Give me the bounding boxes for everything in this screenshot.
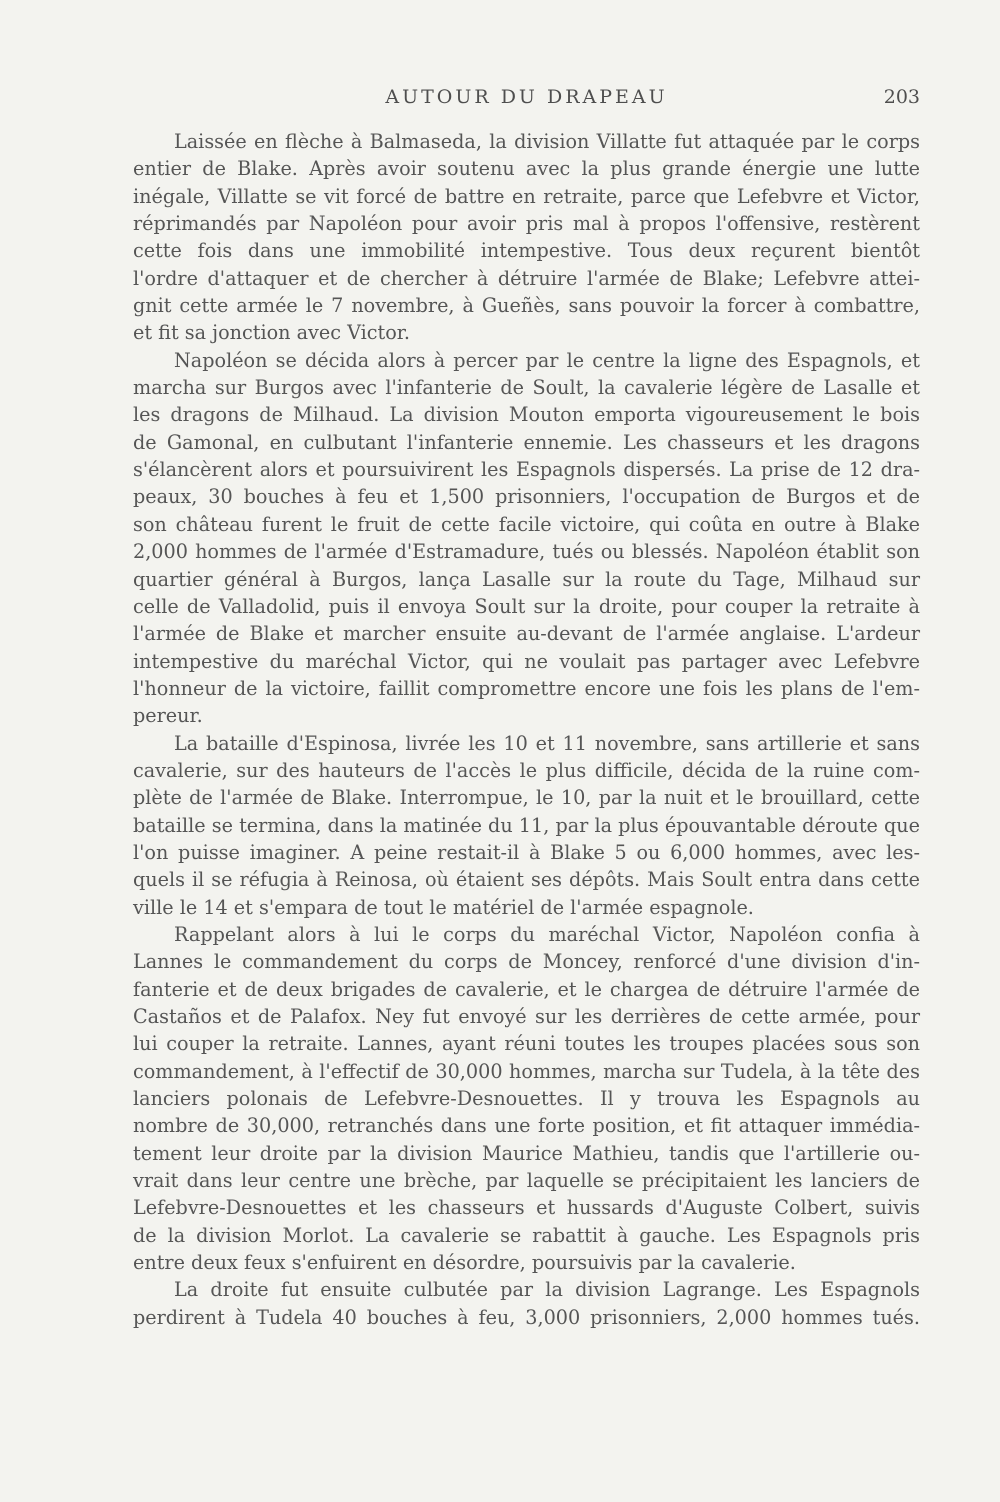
text-line: lui couper la retraite. Lannes, ayant réuni toutes les troupes placées sous son — [133, 1032, 920, 1056]
text-line: les dragons de Milhaud. La division Mouton emporta vigoureusement le bois — [133, 403, 920, 427]
text-line: l'honneur de la victoire, faillit compromettre encore une fois les plans de l'em- — [133, 676, 920, 700]
text-line: Lefebvre-Desnouettes et les chasseurs et hussards d'Auguste Colbert, suivis — [133, 1196, 920, 1220]
text-line: l'armée de Blake et marcher ensuite au-devant de l'armée anglaise. L'ardeur — [133, 622, 920, 646]
running-head — [133, 86, 920, 114]
text-line: pereur. — [133, 704, 203, 728]
text-line: peaux, 30 bouches à feu et 1,500 prisonniers, l'occupation de Burgos et de — [133, 485, 920, 509]
text-line: ville le 14 et s'empara de tout le matériel de l'armée espagnole. — [133, 895, 754, 919]
text-line: commandement, à l'effectif de 30,000 hommes, marcha sur Tudela, à la tête des — [133, 1059, 920, 1083]
body-text — [133, 128, 920, 1331]
text-line: Laissée en flèche à Balmaseda, la division Villatte fut attaquée par le corps — [174, 130, 920, 153]
text-line: lanciers polonais de Lefebvre-Desnouettes. Il y trouva les Espagnols au — [133, 1087, 920, 1111]
text-line: et fit sa jonction avec Victor. — [133, 321, 410, 345]
text-line: l'on puisse imaginer. A peine restait-il à Blake 5 ou 6,000 hommes, avec les- — [133, 840, 920, 864]
text-line: son château furent le fruit de cette facile victoire, qui coûta en outre à Blake — [133, 512, 920, 536]
paragraph-3 — [133, 730, 920, 921]
text-line: entre deux feux s'enfuirent en désordre, poursuivis par la cavalerie. — [133, 1251, 796, 1275]
text-line: plète de l'armée de Blake. Interrompue, le 10, par la nuit et le brouillard, cette — [133, 786, 920, 810]
text-line: s'élancèrent alors et poursuivirent les Espagnols dispersés. La prise de 12 dra- — [133, 458, 920, 482]
text-line: Castaños et de Palafox. Ney fut envoyé sur les derrières de cette armée, pour — [133, 1005, 920, 1028]
text-line: nombre de 30,000, retranchés dans une forte position, et fit attaquer immédia- — [133, 1114, 920, 1138]
text-line: de Gamonal, en culbutant l'infanterie ennemie. Les chasseurs et les dragons — [133, 430, 920, 454]
text-line: quartier général à Burgos, lança Lasalle sur la route du Tage, Milhaud sur — [133, 567, 920, 591]
text-line: Napoléon se décida alors à percer par le centre la ligne des Espagnols, et — [174, 348, 920, 372]
text-line: bataille se termina, dans la matinée du 11, par la plus épouvantable déroute que — [133, 813, 920, 837]
text-line: quels il se réfugia à Reinosa, où étaient ses dépôts. Mais Soult entra dans cette — [133, 868, 920, 892]
text-line: gnit cette armée le 7 novembre, à Gueñès, sans pouvoir la forcer à combattre, — [133, 294, 920, 318]
paragraph-5 — [133, 1276, 920, 1331]
text-line: celle de Valladolid, puis il envoya Soult sur la droite, pour couper la retraite à — [133, 594, 920, 618]
text-line: fanterie et de deux brigades de cavalerie, et le chargea de détruire l'armée de — [133, 977, 920, 1001]
text-line: La droite fut ensuite culbutée par la division Lagrange. Les Espagnols — [174, 1278, 920, 1302]
text-line: perdirent à Tudela 40 bouches à feu, 3,000 prisonniers, 2,000 hommes tués. — [133, 1305, 920, 1329]
running-title: AUTOUR DU DRAPEAU — [385, 86, 668, 108]
page-number: 203 — [883, 86, 920, 108]
text-line: vrait dans leur centre une brèche, par laquelle se précipitaient les lanciers de — [133, 1169, 920, 1193]
text-line: inégale, Villatte se vit forcé de battre en retraite, parce que Lefebvre et Victor, — [133, 184, 920, 208]
text-line: intempestive du maréchal Victor, qui ne voulait pas partager avec Lefebvre — [133, 649, 920, 673]
text-line: réprimandés par Napoléon pour avoir pris mal à propos l'offensive, restèrent — [133, 212, 920, 236]
text-line: de la division Morlot. La cavalerie se rabattit à gauche. Les Espagnols pris — [133, 1223, 920, 1247]
text-line: Lannes le commandement du corps de Moncey, renforcé d'une division d'in- — [133, 950, 920, 974]
text-line: cette fois dans une immobilité intempestive. Tous deux reçurent bientôt — [133, 239, 920, 263]
text-line: La bataille d'Espinosa, livrée les 10 et 11 novembre, sans artillerie et sans — [174, 731, 920, 755]
text-line: cavalerie, sur des hauteurs de l'accès le plus difficile, décida de la ruine com- — [133, 758, 920, 782]
text-line: marcha sur Burgos avec l'infanterie de Soult, la cavalerie légère de Lasalle et — [133, 376, 920, 400]
paragraph-2 — [133, 347, 920, 730]
text-line: Rappelant alors à lui le corps du maréchal Victor, Napoléon confia à — [174, 922, 920, 946]
text-line: entier de Blake. Après avoir soutenu avec la plus grande énergie une lutte — [133, 157, 920, 181]
paragraph-1 — [133, 128, 920, 347]
text-line: tement leur droite par la division Maurice Mathieu, tandis que l'artillerie ou- — [133, 1141, 920, 1165]
paragraph-4 — [133, 921, 920, 1276]
text-line: 2,000 hommes de l'armée d'Estramadure, tués ou blessés. Napoléon établit son — [133, 540, 920, 564]
text-line: l'ordre d'attaquer et de chercher à détruire l'armée de Blake; Lefebvre attei- — [133, 266, 920, 290]
